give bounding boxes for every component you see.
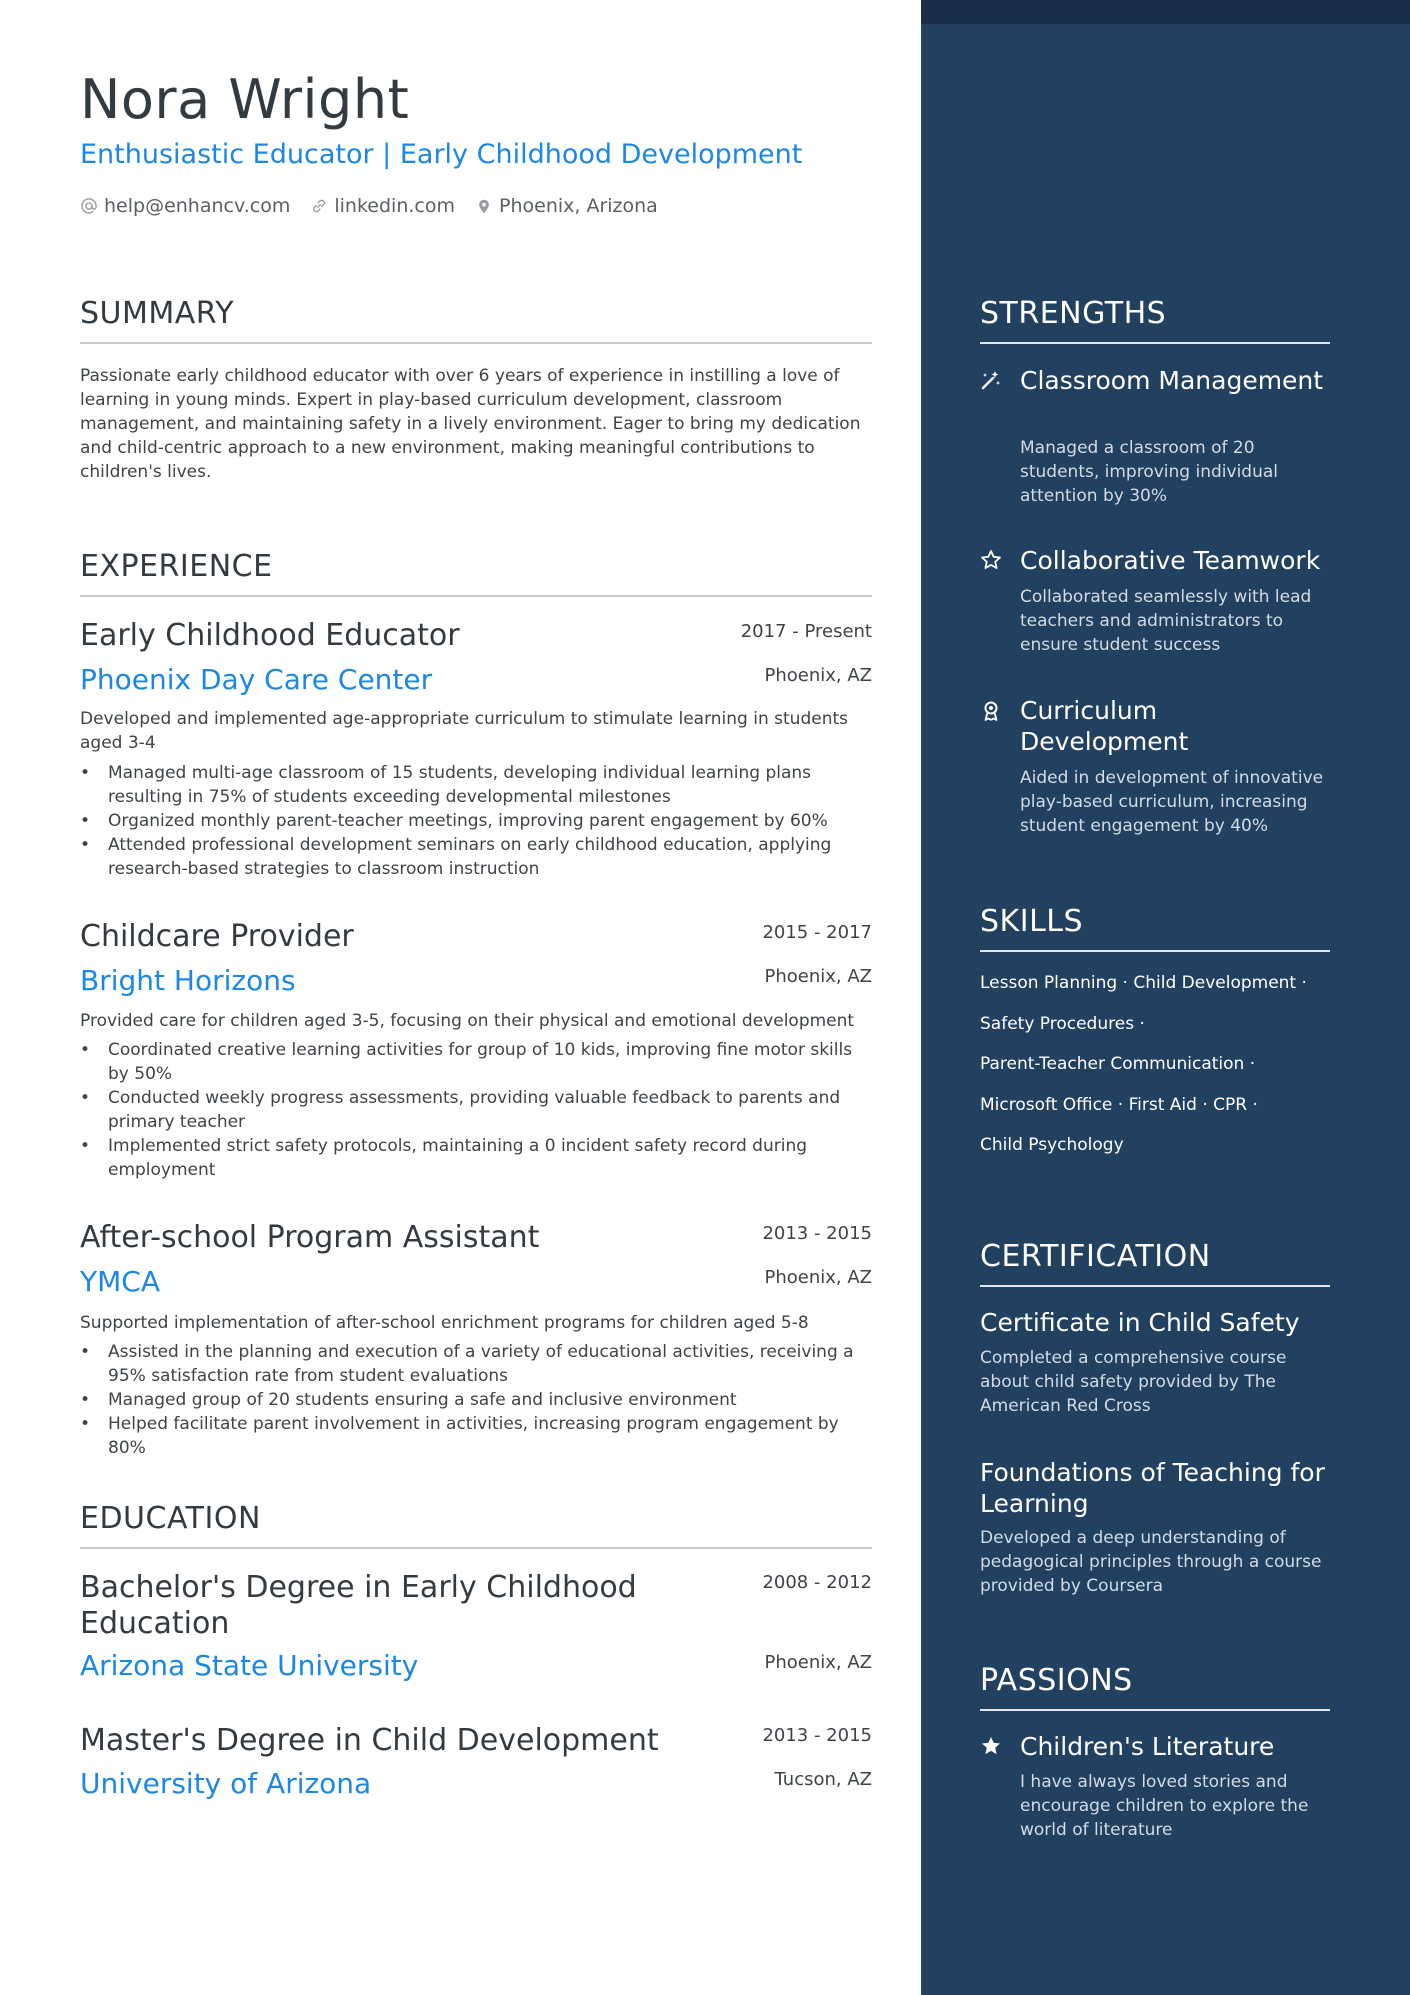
strengths-section-title: STRENGTHS xyxy=(980,296,1330,344)
job-role: Early Childhood Educator xyxy=(80,618,460,653)
strength-title: Curriculum Development xyxy=(1020,696,1189,756)
education-degree: Bachelor's Degree in Early Childhood Education xyxy=(80,1570,637,1641)
job-bullet: • Attended professional development seminars on early childhood education, applying research-based strategies to classroom instruction xyxy=(80,833,872,881)
contact-row xyxy=(80,193,658,219)
certification-text: Completed a comprehensive course about child safety provided by The American Red Cross xyxy=(980,1348,1287,1416)
strength-title: Collaborative Teamwork xyxy=(1020,546,1321,575)
strength-title: Classroom Management xyxy=(1020,366,1324,395)
education-degree: Master's Degree in Child Development xyxy=(80,1723,659,1758)
job-dates: 2015 - 2017 xyxy=(762,922,872,943)
contact-linkedin[interactable] xyxy=(310,195,455,217)
skill-line: Microsoft Office · First Aid · CPR · xyxy=(980,1095,1258,1115)
job-bullet: • Coordinated creative learning activities for group of 10 kids, improving fine motor skills by 50% xyxy=(80,1038,872,1086)
job-bullet: • Assisted in the planning and execution of a variety of educational activities, receiving a 95% satisfaction rate from student evaluations xyxy=(80,1340,872,1388)
job-location: Phoenix, AZ xyxy=(764,665,872,686)
education-school: University of Arizona xyxy=(80,1767,372,1800)
certification-title: Certificate in Child Safety xyxy=(980,1308,1300,1337)
summary-section-title: SUMMARY xyxy=(80,296,872,344)
certification-text: Developed a deep understanding of pedagogical principles through a course provided by Coursera xyxy=(980,1528,1322,1596)
link-icon xyxy=(310,197,328,215)
contact-linkedin-text: linkedin.com xyxy=(334,195,455,217)
sidebar-top-band xyxy=(921,0,1410,24)
star-filled-icon xyxy=(980,1735,1002,1757)
job-location: Phoenix, AZ xyxy=(764,1267,872,1288)
experience-section-title: EXPERIENCE xyxy=(80,549,872,597)
strength-text: Managed a classroom of 20 students, improving individual attention by 30% xyxy=(1020,438,1278,506)
passions-section-title: PASSIONS xyxy=(980,1663,1330,1711)
contact-email-text: help@enhancv.com xyxy=(104,195,291,217)
magic-wand-icon xyxy=(980,369,1002,391)
candidate-headline: Enthusiastic Educator | Early Childhood Development xyxy=(80,139,803,170)
certification-section-title: CERTIFICATION xyxy=(980,1239,1330,1287)
job-description: Supported implementation of after-school enrichment programs for children aged 5-8 xyxy=(80,1313,809,1333)
certification-title: Foundations of Teaching for Learning xyxy=(980,1458,1325,1518)
at-icon xyxy=(80,197,98,215)
education-dates: 2013 - 2015 xyxy=(762,1725,872,1746)
passion-title: Children's Literature xyxy=(1020,1732,1275,1761)
job-bullets xyxy=(80,1340,872,1460)
job-bullet: • Organized monthly parent-teacher meetings, improving parent engagement by 60% xyxy=(80,809,872,833)
job-bullets xyxy=(80,761,872,881)
skills-section-title: SKILLS xyxy=(980,904,1330,952)
job-bullets xyxy=(80,1038,872,1182)
job-dates: 2013 - 2015 xyxy=(762,1223,872,1244)
strength-text: Collaborated seamlessly with lead teachers and administrators to ensure student success xyxy=(1020,587,1312,655)
job-location: Phoenix, AZ xyxy=(764,966,872,987)
contact-email[interactable] xyxy=(80,195,290,217)
star-outline-icon xyxy=(980,549,1002,571)
job-company: YMCA xyxy=(80,1265,160,1298)
candidate-name: Nora Wright xyxy=(80,68,410,131)
skill-line: Lesson Planning · Child Development · xyxy=(980,973,1307,993)
job-description: Provided care for children aged 3-5, focusing on their physical and emotional development xyxy=(80,1011,855,1031)
job-role: Childcare Provider xyxy=(80,919,354,954)
strength-text: Aided in development of innovative play-based curriculum, increasing student engagement by 40% xyxy=(1020,768,1324,836)
job-bullet: • Conducted weekly progress assessments, providing valuable feedback to parents and primary teacher xyxy=(80,1086,872,1134)
passion-text: I have always loved stories and encourage children to explore the world of literature xyxy=(1020,1772,1309,1840)
education-section-title: EDUCATION xyxy=(80,1501,872,1549)
job-bullet: • Managed group of 20 students ensuring a safe and inclusive environment xyxy=(80,1388,872,1412)
job-bullet: • Managed multi-age classroom of 15 students, developing individual learning plans resulting in 75% of students exceeding developmental milestones xyxy=(80,761,872,809)
skill-line: Safety Procedures · xyxy=(980,1014,1145,1034)
contact-location-text: Phoenix, Arizona xyxy=(499,195,658,217)
summary-text: Passionate early childhood educator with over 6 years of experience in instilling a love of learning in young minds. Expert in play-based curriculum development, classroom management, and maintaining safety in a lively environment. Eager to bring my dedication and child-centric approach to a new environment, making meaningful contributions to children's lives. xyxy=(80,366,861,482)
job-role: After-school Program Assistant xyxy=(80,1220,540,1255)
job-bullet: • Implemented strict safety protocols, maintaining a 0 incident safety record during employment xyxy=(80,1134,872,1182)
job-description: Developed and implemented age-appropriate curriculum to stimulate learning in students aged 3-4 xyxy=(80,709,848,753)
job-company: Phoenix Day Care Center xyxy=(80,663,433,696)
location-pin-icon xyxy=(475,197,493,215)
education-location: Phoenix, AZ xyxy=(764,1652,872,1673)
job-dates: 2017 - Present xyxy=(740,621,872,642)
award-ribbon-icon xyxy=(980,700,1002,722)
skill-line: Parent-Teacher Communication · xyxy=(980,1054,1256,1074)
skill-line: Child Psychology xyxy=(980,1135,1124,1155)
job-bullet: • Helped facilitate parent involvement in activities, increasing program engagement by 80% xyxy=(80,1412,872,1460)
job-company: Bright Horizons xyxy=(80,964,296,997)
contact-location xyxy=(475,195,658,217)
education-location: Tucson, AZ xyxy=(774,1769,872,1790)
education-dates: 2008 - 2012 xyxy=(762,1572,872,1593)
education-school: Arizona State University xyxy=(80,1649,419,1682)
